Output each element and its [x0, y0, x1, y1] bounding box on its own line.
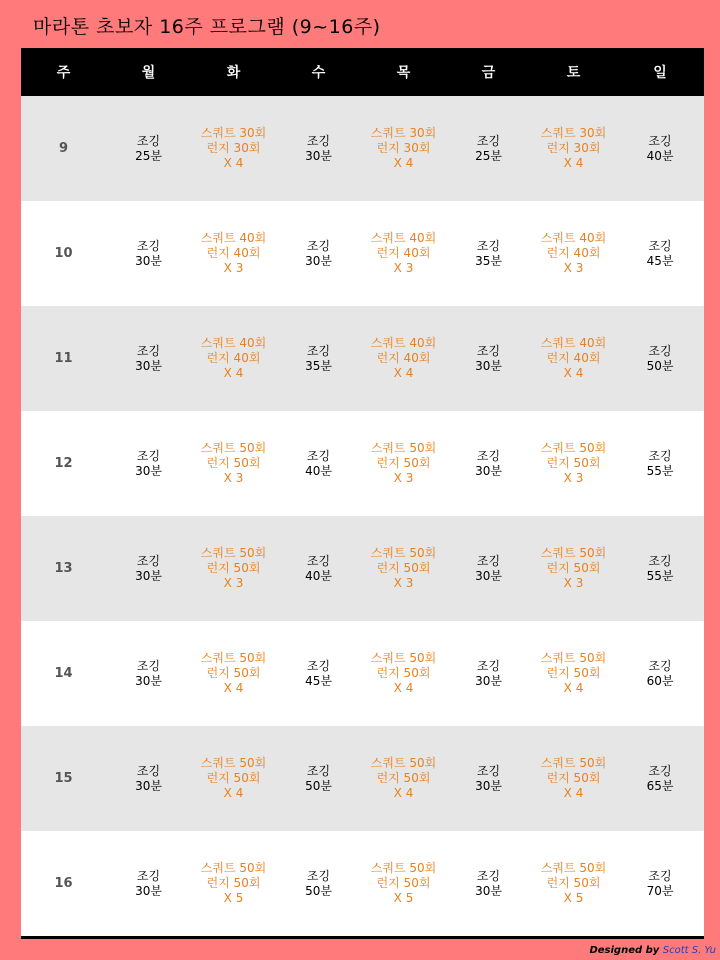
cell-line: X 4 — [563, 366, 584, 380]
jogging-cell — [446, 201, 531, 306]
cell-line: 70분 — [646, 883, 674, 898]
cell-line: 조깅 — [476, 868, 501, 883]
cell-line: X 4 — [223, 366, 244, 380]
cell-line: 조깅 — [306, 448, 331, 463]
credit-author: Scott S. Yu — [662, 945, 716, 956]
cell-line: 조깅 — [136, 133, 161, 148]
jogging-cell — [446, 516, 531, 621]
cell-line: 30분 — [135, 673, 162, 688]
cell-line: 50분 — [646, 358, 674, 373]
cell-line: 스쿼트 30회 — [540, 126, 607, 140]
strength-cell — [191, 411, 276, 516]
cell-line: 조깅 — [136, 763, 161, 778]
cell-line: 스쿼트 50회 — [540, 651, 607, 665]
cell-line: 런지 40회 — [206, 351, 261, 365]
cell-line: 조깅 — [306, 133, 331, 148]
cell-line: 조깅 — [136, 343, 161, 358]
jogging-cell — [616, 726, 704, 831]
table-row — [21, 726, 704, 831]
cell-line: X 4 — [223, 681, 244, 695]
table-row — [21, 621, 704, 726]
strength-cell — [191, 516, 276, 621]
table-row — [21, 516, 704, 621]
header-wed: 수 — [276, 48, 361, 96]
week-number: 14 — [54, 666, 73, 681]
strength-cell — [191, 831, 276, 936]
jogging-cell — [446, 306, 531, 411]
cell-line: 스쿼트 50회 — [370, 861, 437, 875]
cell-line: 런지 40회 — [546, 351, 601, 365]
week-number: 15 — [21, 726, 106, 831]
cell-line: 30분 — [305, 253, 332, 268]
cell-line: 조깅 — [476, 658, 501, 673]
cell-line: 스쿼트 40회 — [200, 336, 267, 350]
cell-line: 조깅 — [306, 763, 331, 778]
cell-line: 조깅 — [476, 448, 501, 463]
cell-line: 스쿼트 40회 — [370, 231, 437, 245]
strength-cell — [531, 96, 616, 201]
strength-cell — [191, 96, 276, 201]
week-number: 16 — [54, 876, 73, 891]
jogging-cell — [106, 201, 191, 306]
cell-line: 40분 — [305, 568, 332, 583]
cell-line: 45분 — [305, 673, 332, 688]
strength-cell — [531, 831, 616, 936]
cell-line: X 4 — [563, 156, 584, 170]
header-row — [21, 48, 704, 96]
cell-line: 스쿼트 50회 — [200, 861, 267, 875]
jogging-cell — [106, 306, 191, 411]
table-row — [21, 201, 704, 306]
cell-line: X 5 — [393, 891, 414, 905]
cell-line: 30분 — [475, 463, 502, 478]
jogging-cell — [446, 831, 531, 936]
cell-line: 런지 50회 — [546, 561, 601, 575]
cell-line: 조깅 — [648, 343, 672, 358]
cell-line: 30분 — [135, 463, 162, 478]
cell-line: X 3 — [393, 471, 414, 485]
cell-line: X 4 — [223, 156, 244, 170]
cell-line: X 3 — [393, 261, 414, 275]
cell-line: 스쿼트 40회 — [200, 231, 267, 245]
cell-line: X 3 — [393, 576, 414, 590]
cell-line: 스쿼트 30회 — [370, 126, 437, 140]
cell-line: 50분 — [305, 778, 332, 793]
cell-line: 조깅 — [476, 343, 501, 358]
cell-line: X 4 — [393, 156, 414, 170]
cell-line: 스쿼트 50회 — [540, 861, 607, 875]
jogging-cell — [106, 96, 191, 201]
cell-line: 런지 50회 — [546, 771, 601, 785]
week-number: 11 — [21, 306, 106, 411]
cell-line: 런지 40회 — [376, 246, 431, 260]
cell-line: 조깅 — [306, 658, 331, 673]
strength-cell — [361, 621, 446, 726]
cell-line: 스쿼트 50회 — [200, 546, 267, 560]
cell-line: 30분 — [305, 148, 332, 163]
header-tue: 화 — [191, 48, 276, 96]
cell-line: 35분 — [305, 358, 332, 373]
table-row — [21, 411, 704, 516]
jogging-cell — [106, 516, 191, 621]
cell-line: 런지 50회 — [376, 561, 431, 575]
header-week: 주 — [21, 48, 106, 96]
cell-line: 런지 50회 — [376, 771, 431, 785]
cell-line: 스쿼트 50회 — [200, 651, 267, 665]
jogging-cell — [446, 621, 531, 726]
jogging-cell — [616, 96, 704, 201]
cell-line: 런지 30회 — [206, 141, 261, 155]
cell-line: 35분 — [475, 253, 502, 268]
header-mon: 월 — [106, 48, 191, 96]
cell-line: 30분 — [475, 358, 502, 373]
strength-cell — [361, 726, 446, 831]
jogging-cell — [276, 96, 361, 201]
week-number: 12 — [54, 456, 73, 471]
header-fri: 금 — [446, 48, 531, 96]
cell-line: 런지 50회 — [206, 561, 261, 575]
cell-line: 런지 50회 — [206, 771, 261, 785]
schedule-body — [21, 96, 704, 936]
strength-cell — [361, 516, 446, 621]
cell-line: 30분 — [135, 883, 162, 898]
strength-cell — [361, 201, 446, 306]
strength-cell — [531, 201, 616, 306]
strength-cell — [191, 726, 276, 831]
strength-cell — [191, 201, 276, 306]
strength-cell — [531, 411, 616, 516]
jogging-cell — [106, 621, 191, 726]
cell-line: X 4 — [393, 786, 414, 800]
cell-line: 런지 50회 — [376, 666, 431, 680]
cell-line: 30분 — [135, 253, 162, 268]
cell-line: 스쿼트 50회 — [370, 756, 437, 770]
week-number: 13 — [21, 516, 106, 621]
cell-line: 조깅 — [136, 448, 161, 463]
cell-line: 런지 50회 — [546, 666, 601, 680]
cell-line: 조깅 — [648, 658, 672, 673]
jogging-cell — [276, 306, 361, 411]
header-sat: 토 — [531, 48, 616, 96]
cell-line: 30분 — [135, 778, 162, 793]
designer-credit — [589, 945, 716, 956]
schedule-table — [21, 48, 704, 936]
strength-cell — [531, 306, 616, 411]
strength-cell — [361, 306, 446, 411]
table-row — [21, 831, 704, 936]
cell-line: 런지 50회 — [546, 456, 601, 470]
cell-line: X 4 — [223, 786, 244, 800]
cell-line: X 5 — [223, 891, 244, 905]
cell-line: 45분 — [646, 253, 674, 268]
jogging-cell — [616, 516, 704, 621]
jogging-cell — [446, 726, 531, 831]
strength-cell — [531, 726, 616, 831]
cell-line: 스쿼트 50회 — [540, 441, 607, 455]
jogging-cell — [276, 726, 361, 831]
credit-prefix: Designed by — [589, 945, 663, 956]
cell-line: X 3 — [563, 576, 584, 590]
cell-line: 50분 — [305, 883, 332, 898]
cell-line: 조깅 — [476, 763, 501, 778]
cell-line: 스쿼트 50회 — [200, 756, 267, 770]
jogging-cell — [616, 306, 704, 411]
cell-line: 40분 — [305, 463, 332, 478]
cell-line: X 4 — [393, 681, 414, 695]
week-number: 10 — [54, 246, 73, 261]
cell-line: 스쿼트 40회 — [540, 336, 607, 350]
header-sun: 일 — [616, 48, 704, 96]
cell-line: X 4 — [563, 786, 584, 800]
cell-line: 런지 50회 — [376, 456, 431, 470]
cell-line: 스쿼트 30회 — [200, 126, 267, 140]
jogging-cell — [276, 411, 361, 516]
cell-line: 25분 — [475, 148, 502, 163]
strength-cell — [531, 516, 616, 621]
cell-line: 런지 50회 — [206, 456, 261, 470]
cell-line: 조깅 — [136, 238, 161, 253]
cell-line: X 3 — [223, 261, 244, 275]
cell-line: 조깅 — [306, 553, 331, 568]
jogging-cell — [276, 831, 361, 936]
strength-cell — [191, 621, 276, 726]
cell-line: 조깅 — [648, 238, 672, 253]
cell-line: 30분 — [135, 358, 162, 373]
strength-cell — [361, 411, 446, 516]
strength-cell — [531, 621, 616, 726]
cell-line: 조깅 — [306, 238, 331, 253]
jogging-cell — [446, 411, 531, 516]
cell-line: 조깅 — [476, 553, 501, 568]
cell-line: 조깅 — [648, 448, 672, 463]
cell-line: 스쿼트 50회 — [370, 441, 437, 455]
jogging-cell — [106, 831, 191, 936]
cell-line: X 4 — [393, 366, 414, 380]
cell-line: 런지 50회 — [206, 666, 261, 680]
strength-cell — [191, 306, 276, 411]
cell-line: 런지 40회 — [206, 246, 261, 260]
cell-line: X 3 — [223, 471, 244, 485]
table-row — [21, 96, 704, 201]
cell-line: 조깅 — [136, 868, 161, 883]
week-number: 9 — [21, 96, 106, 201]
cell-line: 스쿼트 50회 — [370, 651, 437, 665]
cell-line: 55분 — [646, 568, 674, 583]
cell-line: 조깅 — [136, 658, 161, 673]
jogging-cell — [616, 831, 704, 936]
jogging-cell — [446, 96, 531, 201]
cell-line: 40분 — [646, 148, 674, 163]
cell-line: 스쿼트 40회 — [370, 336, 437, 350]
cell-line: 런지 40회 — [546, 246, 601, 260]
cell-line: 스쿼트 50회 — [540, 546, 607, 560]
strength-cell — [361, 831, 446, 936]
cell-line: 조깅 — [648, 133, 672, 148]
cell-line: 런지 50회 — [206, 876, 261, 890]
cell-line: 30분 — [475, 568, 502, 583]
cell-line: X 4 — [563, 681, 584, 695]
cell-line: 스쿼트 50회 — [540, 756, 607, 770]
page-title: 마라톤 초보자 16주 프로그램 (9~16주) — [33, 16, 381, 38]
jogging-cell — [276, 201, 361, 306]
cell-line: 조깅 — [476, 133, 501, 148]
cell-line: 조깅 — [648, 763, 672, 778]
header-thu: 목 — [361, 48, 446, 96]
jogging-cell — [276, 516, 361, 621]
cell-line: 조깅 — [476, 238, 501, 253]
cell-line: 조깅 — [306, 343, 331, 358]
cell-line: 60분 — [646, 673, 674, 688]
cell-line: 스쿼트 40회 — [540, 231, 607, 245]
cell-line: X 3 — [563, 261, 584, 275]
jogging-cell — [616, 201, 704, 306]
cell-line: 25분 — [135, 148, 162, 163]
cell-line: 55분 — [646, 463, 674, 478]
cell-line: 조깅 — [306, 868, 331, 883]
cell-line: 런지 50회 — [546, 876, 601, 890]
cell-line: 런지 30회 — [376, 141, 431, 155]
cell-line: 30분 — [475, 673, 502, 688]
cell-line: 30분 — [475, 778, 502, 793]
cell-line: X 5 — [563, 891, 584, 905]
jogging-cell — [276, 621, 361, 726]
cell-line: 65분 — [646, 778, 674, 793]
cell-line: X 3 — [563, 471, 584, 485]
cell-line: 30분 — [475, 883, 502, 898]
cell-line: 조깅 — [136, 553, 161, 568]
jogging-cell — [106, 726, 191, 831]
table-row — [21, 306, 704, 411]
jogging-cell — [616, 621, 704, 726]
cell-line: 조깅 — [648, 868, 672, 883]
cell-line: X 3 — [223, 576, 244, 590]
jogging-cell — [106, 411, 191, 516]
jogging-cell — [616, 411, 704, 516]
cell-line: 30분 — [135, 568, 162, 583]
cell-line: 조깅 — [648, 553, 672, 568]
cell-line: 스쿼트 50회 — [200, 441, 267, 455]
cell-line: 런지 50회 — [376, 876, 431, 890]
cell-line: 런지 30회 — [546, 141, 601, 155]
schedule-sheet — [21, 48, 704, 939]
cell-line: 런지 40회 — [376, 351, 431, 365]
cell-line: 스쿼트 50회 — [370, 546, 437, 560]
strength-cell — [361, 96, 446, 201]
